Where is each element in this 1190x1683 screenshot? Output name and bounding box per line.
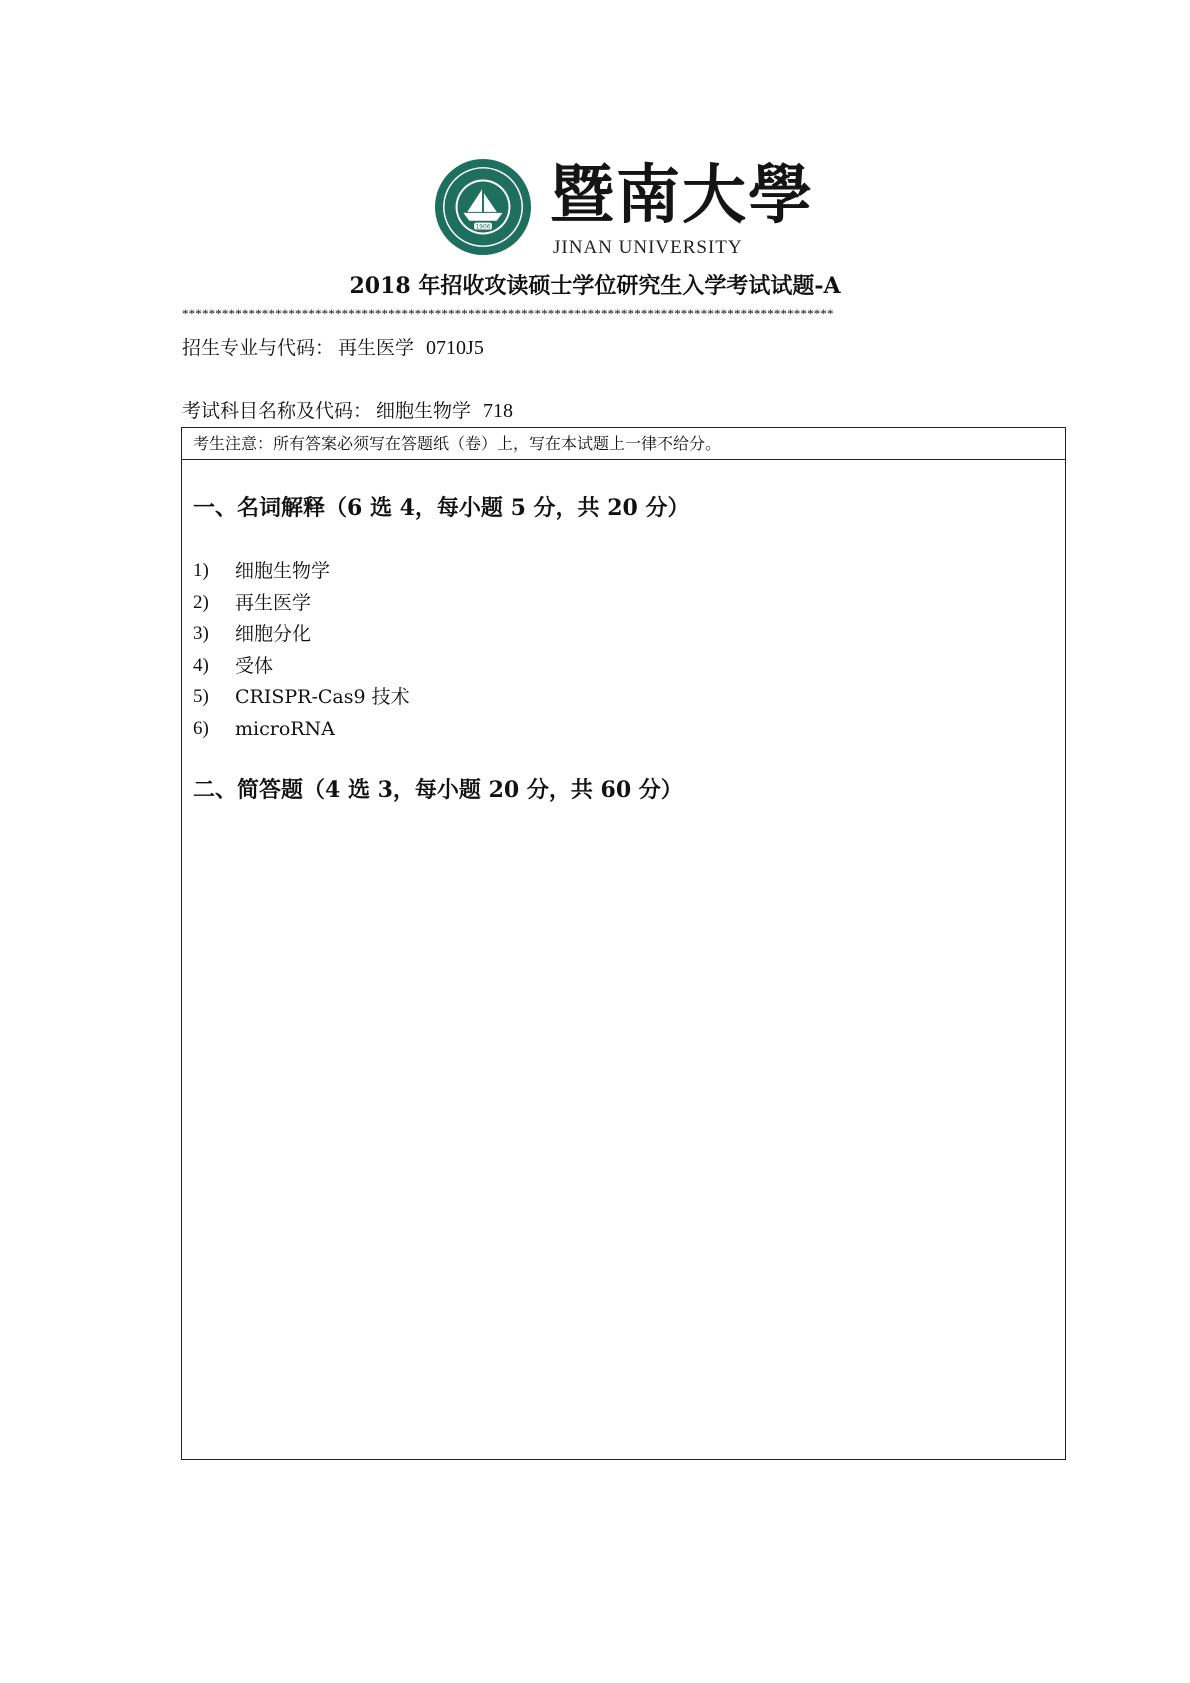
university-name-en: JINAN UNIVERSITY: [553, 237, 743, 258]
list-item: [193, 682, 410, 714]
item-text: 受体: [235, 654, 274, 677]
subject-label: 考试科目名称及代码：: [182, 400, 373, 422]
exam-question-box: [181, 427, 1066, 1460]
major-line: [182, 336, 484, 360]
definition-term-list: [193, 556, 410, 746]
exam-title: 2018 年招收攻读硕士学位研究生入学考试试题-A: [349, 273, 841, 299]
subject-value: 细胞生物学: [376, 400, 472, 422]
subject-line: [182, 399, 513, 423]
item-text: 再生医学: [235, 591, 312, 614]
university-name-cn: 暨南大學: [550, 158, 814, 233]
list-item: [193, 588, 410, 620]
notice-row: [182, 428, 1065, 460]
section-heading-definitions: 一、名词解释（6 选 4，每小题 5 分，共 20 分）: [193, 495, 690, 521]
item-number: 5): [193, 686, 209, 708]
item-number: 2): [193, 591, 209, 613]
item-number: 6): [193, 717, 209, 739]
list-item: [193, 619, 410, 651]
candidate-notice: 考生注意：所有答案必须写在答题纸（卷）上，写在本试题上一律不给分。: [193, 434, 722, 453]
seal-year: 1906: [475, 224, 491, 231]
item-text: microRNA: [235, 717, 335, 740]
item-number: 4): [193, 654, 209, 676]
item-text: 细胞分化: [235, 623, 312, 646]
subject-code: 718: [483, 400, 514, 422]
star-divider: **************************************************************************************************: [182, 306, 834, 321]
university-logo: [434, 158, 814, 258]
major-label: 招生专业与代码：: [182, 337, 335, 359]
item-number: 1): [193, 560, 209, 581]
list-item: [193, 651, 410, 683]
list-item: [193, 556, 410, 588]
section-heading-short-answer: 二、简答题（4 选 3，每小题 20 分，共 60 分）: [193, 777, 683, 803]
item-text: CRISPR-Cas9 技术: [235, 686, 410, 709]
major-code: 0710J5: [426, 337, 484, 359]
major-value: 再生医学: [338, 337, 415, 359]
item-number: 3): [193, 623, 209, 645]
item-text: 细胞生物学: [235, 560, 331, 582]
list-item: [193, 714, 410, 746]
university-seal-icon: [434, 158, 532, 256]
